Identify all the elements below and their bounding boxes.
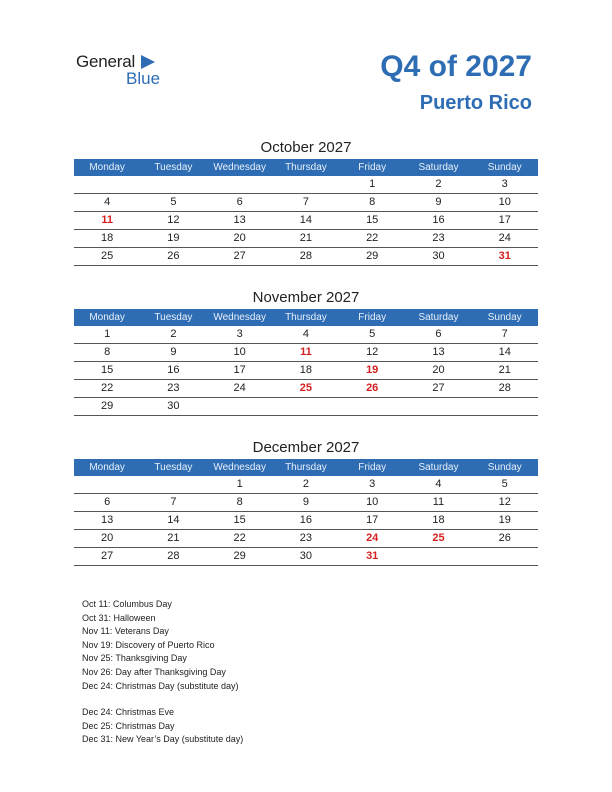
weekday-header [74,309,538,326]
date-cell [74,476,140,493]
weekday-label: Monday [89,312,125,323]
date-cell: 29 [366,250,379,262]
date-cell: 8 [104,346,111,358]
date-cell [472,398,538,415]
holiday-note: Nov 11: Veterans Day [82,626,169,637]
date-cell: 14 [167,514,180,526]
week-row [74,248,538,266]
holiday-note: Dec 31: New Year’s Day (substitute day) [82,734,244,745]
date-cell: 13 [432,346,445,358]
date-cell: 20 [432,364,445,376]
logo-word-blue: Blue [126,69,161,88]
month-title: December 2027 [252,439,360,456]
weekday-label: Sunday [487,162,522,173]
calendar-november [74,287,538,416]
logo-word-general: General [76,52,136,71]
date-cell: 14 [498,346,511,358]
date-cell: 5 [501,478,508,490]
date-cell: 4 [435,478,442,490]
date-cell: 14 [299,214,313,226]
week-row [74,362,538,380]
date-cell: 3 [369,478,376,490]
date-cell: 19 [167,232,180,244]
date-cell: 8 [369,196,376,208]
date-cell: 21 [299,232,313,244]
holiday-note: Dec 25: Christmas Day [82,720,175,731]
date-cell: 10 [498,196,511,208]
date-cell [140,476,206,493]
date-cell: 21 [167,532,180,544]
holiday-date: 11 [101,214,113,226]
page-title: Q4 of 2027 [380,50,532,83]
weekday-label: Thursday [285,462,327,473]
holiday-note: Nov 25: Thanksgiving Day [82,653,187,664]
date-cell: 9 [170,346,177,358]
holiday-note: Dec 24: Christmas Day (substitute day) [82,680,239,691]
date-cell: 4 [104,196,111,208]
date-cell: 23 [299,532,313,544]
date-cell: 1 [104,328,111,340]
weekday-label: Friday [358,162,387,173]
date-cell: 1 [236,478,243,490]
weekday-header [74,459,538,476]
calendar-december [74,437,538,566]
date-cell: 10 [366,496,379,508]
week-row [74,548,538,566]
date-cell: 20 [233,232,246,244]
date-cell: 24 [498,232,511,244]
date-cell: 6 [104,496,111,508]
date-cell: 27 [233,250,246,262]
flag-icon [141,55,155,69]
weekday-label: Thursday [285,162,327,173]
date-cell: 17 [498,214,511,226]
date-cell: 7 [170,496,177,508]
date-cell: 7 [501,328,508,340]
date-cell [405,548,471,565]
date-cell: 28 [167,550,180,562]
date-cell: 5 [369,328,376,340]
date-cell: 29 [101,400,114,412]
weekday-label: Tuesday [154,462,193,473]
weekday-label: Tuesday [154,162,193,173]
date-cell [339,398,405,415]
date-cell: 16 [299,514,313,526]
date-cell: 23 [432,232,445,244]
holiday-note: Dec 24: Christmas Eve [82,707,175,718]
date-cell: 25 [101,250,114,262]
holiday-date: 24 [366,532,379,544]
date-cell: 1 [369,178,376,190]
date-cell: 11 [432,496,445,508]
weekday-label: Saturday [418,162,459,173]
holiday-note: Nov 19: Discovery of Puerto Rico [82,639,215,650]
month-title: November 2027 [252,289,360,306]
date-cell [207,176,273,193]
holiday-date: 31 [366,550,379,562]
date-cell [140,176,206,193]
date-cell: 30 [432,250,445,262]
week-row [74,398,538,416]
weekday-label: Friday [358,312,387,323]
month-title: October 2027 [260,139,352,156]
date-cell: 27 [101,550,114,562]
date-cell: 18 [432,514,445,526]
week-row [74,494,538,512]
date-cell: 18 [101,232,114,244]
weekday-label: Wednesday [213,462,266,473]
date-cell: 13 [233,214,246,226]
date-cell: 10 [233,346,246,358]
date-cell: 9 [302,496,309,508]
date-cell [207,398,273,415]
weekday-label: Tuesday [154,312,193,323]
date-cell: 4 [302,328,309,340]
date-cell: 30 [167,400,180,412]
holiday-notes [82,598,243,747]
date-cell: 30 [299,550,313,562]
generalblue-logo [76,52,176,92]
holiday-note: Nov 26: Day after Thanksgiving Day [82,666,226,677]
date-cell: 19 [498,514,511,526]
date-cell: 8 [236,496,243,508]
date-cell: 9 [435,196,442,208]
date-cell: 18 [299,364,313,376]
region-title: Puerto Rico [419,92,532,114]
weekday-label: Sunday [487,462,522,473]
holiday-date: 11 [300,346,312,358]
date-cell: 12 [498,496,511,508]
date-cell: 17 [366,514,379,526]
weekday-label: Monday [89,162,125,173]
week-row [74,476,538,494]
week-row [74,512,538,530]
holiday-date: 25 [299,382,313,394]
date-cell [405,398,471,415]
date-cell: 7 [302,196,309,208]
holiday-date: 26 [366,382,379,394]
date-cell: 15 [366,214,379,226]
date-cell: 2 [302,478,309,490]
date-cell: 3 [501,178,508,190]
weekday-label: Friday [358,462,387,473]
date-cell: 16 [432,214,445,226]
weekday-label: Wednesday [213,162,266,173]
date-cell: 5 [170,196,177,208]
week-row [74,380,538,398]
weekday-label: Monday [89,462,125,473]
date-cell: 15 [101,364,114,376]
date-cell: 17 [233,364,246,376]
weekday-label: Saturday [418,312,459,323]
week-row [74,176,538,194]
date-cell: 2 [435,178,442,190]
holiday-date: 25 [432,532,445,544]
date-cell: 20 [101,532,114,544]
date-cell: 22 [101,382,114,394]
date-cell: 28 [299,250,313,262]
week-row [74,326,538,344]
week-row [74,530,538,548]
date-cell: 28 [498,382,511,394]
week-row [74,344,538,362]
date-cell: 24 [233,382,246,394]
date-cell: 6 [236,196,243,208]
date-cell: 2 [170,328,177,340]
date-cell: 26 [498,532,511,544]
date-cell [472,548,538,565]
date-cell: 3 [236,328,243,340]
week-row [74,212,538,230]
date-cell [74,176,140,193]
date-cell: 27 [432,382,445,394]
date-cell: 29 [233,550,246,562]
date-cell: 6 [435,328,442,340]
weekday-label: Sunday [487,312,522,323]
date-cell [273,176,339,193]
weekday-label: Wednesday [213,312,266,323]
holiday-date: 31 [498,250,511,262]
date-cell: 22 [233,532,246,544]
date-cell: 26 [167,250,180,262]
holiday-note: Oct 11: Columbus Day [82,599,172,609]
date-cell: 22 [366,232,379,244]
weekday-label: Saturday [418,462,459,473]
date-cell: 12 [167,214,180,226]
weekday-label: Thursday [285,312,327,323]
holiday-date: 19 [366,364,379,376]
calendar-october [74,137,538,266]
weekday-header [74,159,538,176]
holiday-note: Oct 31: Halloween [82,612,156,623]
week-row [74,230,538,248]
date-cell: 12 [366,346,379,358]
date-cell: 23 [167,382,180,394]
date-cell [273,398,339,415]
date-cell: 15 [233,514,246,526]
week-row [74,194,538,212]
date-cell: 21 [498,364,511,376]
notes-gap [82,693,243,706]
date-cell: 13 [101,514,114,526]
date-cell: 16 [167,364,180,376]
